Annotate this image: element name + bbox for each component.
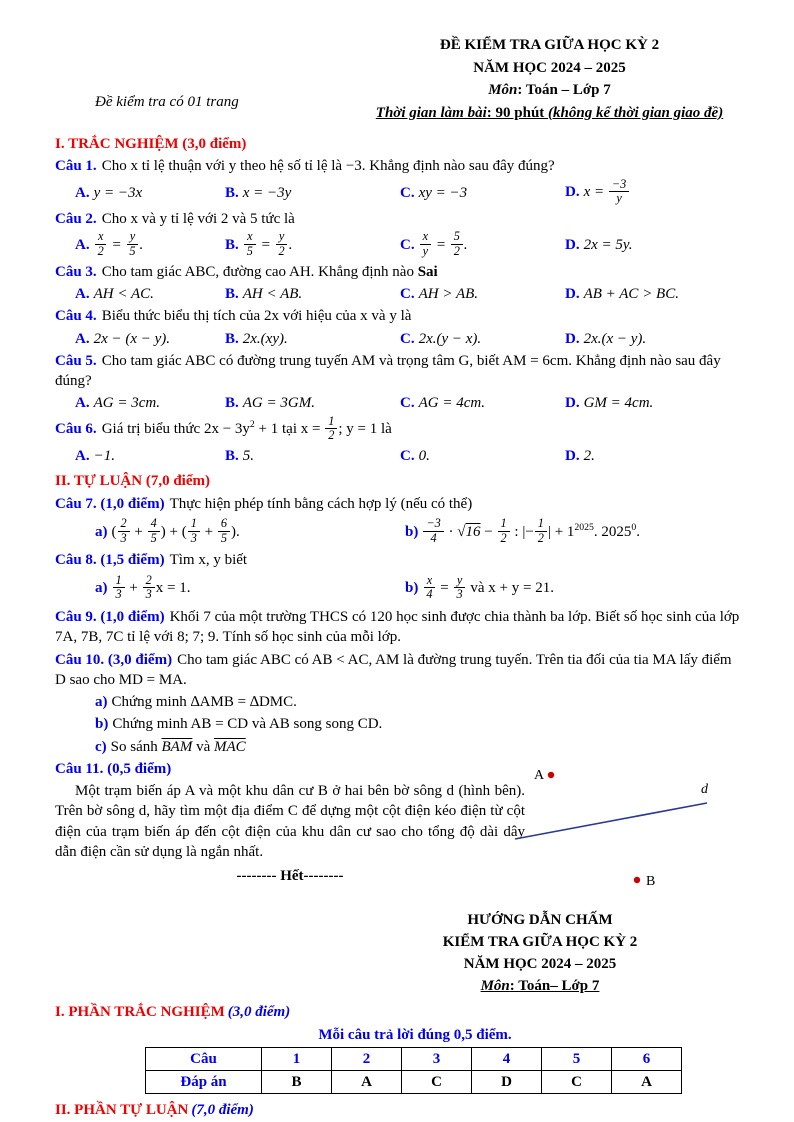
- option-3b-letter: B.: [225, 286, 239, 303]
- option-4a-letter: A.: [75, 330, 90, 347]
- question-10c-text: So sánh $\overline{BAM}$ và $\overline{MAC}$: [110, 738, 246, 755]
- question-8-label: Câu 8. (1,5 điểm): [55, 552, 165, 569]
- question-2-text-row: [55, 209, 744, 229]
- option-3a-text: AH < AC.: [93, 286, 154, 303]
- answer-key-part2-title: II. PHẦN TỰ LUẬN: [55, 1102, 189, 1119]
- answer-key-part1-points: (3,0 điểm): [227, 1004, 291, 1021]
- option-1a-letter: A.: [75, 184, 90, 201]
- question-2: [55, 209, 744, 260]
- question-1-text: Cho x tỉ lệ thuận với y theo hệ số tỉ lệ là −3. Khẳng định nào sau đây đúng?: [101, 158, 555, 175]
- option-2d: [565, 235, 744, 255]
- option-3b: [225, 284, 400, 304]
- option-6a: [75, 446, 225, 466]
- option-1d-text: x = $\frac{-3}{y}$: [584, 184, 631, 200]
- question-1: [55, 156, 744, 207]
- question-7-text: Thực hiện phép tính bằng cách hợp lý (nếu có thể): [169, 495, 473, 512]
- answer-key-subtitle: KIỂM TRA GIỮA HỌC KỲ 2: [442, 934, 638, 951]
- question-6-options: [55, 446, 744, 466]
- option-2c: [400, 231, 565, 260]
- question-6-label: Câu 6.: [55, 421, 97, 438]
- answer-key-year: NĂM HỌC 2024 – 2025: [463, 955, 617, 972]
- question-5-options: [55, 393, 744, 413]
- answer-key-subject-line: [305, 976, 775, 998]
- option-6b-letter: B.: [225, 448, 239, 465]
- option-2d-letter: D.: [565, 237, 580, 254]
- question-8b-text: $\frac{x}{4}$ = $\frac{y}{3}$ và x + y = 21.: [422, 580, 554, 596]
- end-marker: -------- Hết--------: [236, 868, 344, 885]
- question-3: [55, 262, 744, 305]
- option-1d: [565, 176, 744, 208]
- option-6c-text: 0.: [418, 448, 430, 465]
- option-3b-text: AH < AB.: [242, 286, 303, 303]
- answer-key-note: Mỗi câu trả lời đúng 0,5 điểm.: [318, 1026, 512, 1043]
- answer-key-header: [305, 910, 775, 997]
- option-5a: [75, 393, 225, 413]
- page-count-note: Đề kiểm tra có 01 trang: [95, 94, 239, 110]
- question-4-label: Câu 4.: [55, 308, 97, 325]
- diagram-point-a-dot: [548, 772, 554, 778]
- option-2b: [225, 231, 400, 260]
- question-7b-text: $\frac{-3}{4}$ · √16 − $\frac{1}{2}$ : |− $\frac{1}{2}$ | + $1^{2025}$. 2025$^0$.: [422, 524, 640, 540]
- question-8-text: Tìm x, y biết: [169, 552, 248, 569]
- question-10b: [55, 714, 744, 734]
- option-5b-letter: B.: [225, 395, 239, 412]
- answer-key-part2-points: (7,0 điểm): [191, 1102, 254, 1119]
- question-10a: [55, 692, 744, 712]
- question-6: [55, 413, 744, 467]
- question-3-label: Câu 3.: [55, 263, 97, 280]
- answer-6: A: [612, 1071, 682, 1094]
- answer-4: D: [472, 1071, 542, 1094]
- question-7a-text: ( $\frac{2}{3}$ + $\frac{4}{5}$ ) + ( $\frac{1}{3}$ + $\frac{6}{5}$ ).: [111, 515, 240, 545]
- question-3-options: [55, 284, 744, 304]
- option-3c-letter: C.: [400, 286, 415, 303]
- table-header-4: 4: [472, 1047, 542, 1070]
- exam-title: ĐỀ KIỂM TRA GIỮA HỌC KỲ 2: [439, 37, 660, 53]
- question-8b-label: b): [405, 580, 419, 597]
- option-6d-letter: D.: [565, 448, 580, 465]
- question-8-subitems: [55, 572, 744, 604]
- diagram-point-b-dot: [634, 877, 640, 883]
- question-9-label: Câu 9. (1,0 điểm): [55, 609, 165, 626]
- question-7a-label: a): [95, 523, 108, 540]
- option-5d: [565, 393, 744, 413]
- question-10b-text: Chứng minh AB = CD và AB song song CD.: [112, 716, 383, 733]
- time-label: Thời gian làm bài: [375, 104, 487, 121]
- question-8-text-row: [55, 550, 744, 570]
- table-row-label: Đáp án: [146, 1071, 262, 1094]
- option-2b-letter: B.: [225, 236, 239, 253]
- question-7b: [405, 515, 744, 547]
- option-4d-text: 2x.(x − y).: [583, 330, 647, 347]
- question-8: [55, 550, 744, 603]
- question-2-text: Cho x và y tỉ lệ với 2 và 5 tức là: [101, 211, 295, 228]
- option-6d: [565, 446, 744, 466]
- answer-key-table: [145, 1047, 682, 1095]
- option-2b-text: $\frac{x}{5}$ = $\frac{y}{2}$ .: [243, 237, 293, 253]
- question-7-subitems: [55, 515, 744, 547]
- question-8a: [95, 572, 405, 604]
- option-4b: [225, 329, 400, 349]
- option-1d-letter: D.: [565, 184, 580, 201]
- table-header-3: 3: [402, 1047, 472, 1070]
- question-1-text-row: [55, 156, 744, 176]
- question-4-text: Biểu thức biểu thị tích của 2x với hiệu của x và y là: [101, 308, 412, 325]
- question-6-text-row: [55, 413, 744, 445]
- option-3d: [565, 284, 744, 304]
- section-1-heading: I. TRẮC NGHIỆM (3,0 điểm): [55, 136, 247, 152]
- option-4b-letter: B.: [225, 330, 239, 347]
- question-10: [55, 650, 744, 757]
- subject-value: : Toán – Lớp 7: [517, 82, 611, 98]
- section-2-heading: II. TỰ LUẬN (7,0 điểm): [55, 473, 211, 490]
- question-9-text: Khối 7 của một trường THCS có 120 học sinh được chia thành ba lớp. Biết số học sinh của lớp 7A, 7B, 7C tỉ lệ với 8; 7; 9. Tính số học sinh của mỗi lớp.: [55, 609, 740, 646]
- question-7-text-row: [55, 494, 744, 514]
- river-diagram: [509, 763, 744, 891]
- option-1c: [400, 183, 565, 203]
- question-8a-text: $\frac{1}{3}$ + $\frac{2}{3}$ x = 1.: [112, 580, 191, 596]
- question-8b: [405, 572, 744, 604]
- question-5-text: Cho tam giác ABC có đường trung tuyến AM và trọng tâm G, biết AM = 6cm. Khẳng định nào sau đây đúng?: [55, 352, 721, 390]
- option-3d-text: AB + AC > BC.: [583, 286, 679, 303]
- option-4c-letter: C.: [400, 330, 415, 347]
- question-7a: [95, 515, 405, 547]
- answer-3: C: [402, 1071, 472, 1094]
- option-2c-letter: C.: [400, 236, 415, 253]
- option-4a: [75, 329, 225, 349]
- option-5c-letter: C.: [400, 395, 415, 412]
- option-5a-letter: A.: [75, 395, 90, 412]
- option-4d-letter: D.: [565, 330, 580, 347]
- exam-subject-line: [355, 79, 744, 102]
- answer-key-part2-heading: [55, 1100, 744, 1120]
- question-1-label: Câu 1.: [55, 158, 97, 175]
- question-5-text-row: [55, 351, 744, 392]
- option-2c-text: $\frac{x}{y}$ = $\frac{5}{2}$ .: [419, 237, 468, 253]
- question-10-text: Cho tam giác ABC có AB < AC, AM là đường trung tuyến. Trên tia đối của tia MA lấy điểm D sao cho MD = MA.: [55, 651, 732, 688]
- question-6-text: Giá trị biểu thức $2x - 3y^2 + 1$ tại x = $\frac{1}{2}$ ; y = 1 là: [101, 413, 392, 443]
- question-7-label: Câu 7. (1,0 điểm): [55, 495, 165, 512]
- option-1b-text: x = −3y: [242, 184, 292, 201]
- question-2-label: Câu 2.: [55, 211, 97, 228]
- question-10c: [55, 737, 744, 757]
- table-header-5: 5: [542, 1047, 612, 1070]
- option-6a-letter: A.: [75, 448, 90, 465]
- question-7b-label: b): [405, 523, 419, 540]
- question-4-text-row: [55, 306, 744, 326]
- option-2a-letter: A.: [75, 236, 90, 253]
- option-4c: [400, 329, 565, 349]
- option-4a-text: 2x − (x − y).: [93, 330, 171, 347]
- option-5c: [400, 393, 565, 413]
- option-6c-letter: C.: [400, 448, 415, 465]
- question-9: [55, 607, 744, 648]
- option-6b-text: 5.: [242, 448, 255, 465]
- table-header-6: 6: [612, 1047, 682, 1070]
- answer-key-part1-heading: [55, 1002, 744, 1022]
- question-3-text-bold: Sai: [417, 263, 438, 280]
- option-1c-letter: C.: [400, 184, 415, 201]
- option-5d-letter: D.: [565, 395, 580, 412]
- diagram-point-a-label: A: [534, 767, 545, 783]
- option-5b-text: AG = 3GM.: [242, 395, 315, 412]
- question-4: [55, 306, 744, 349]
- table-header-2: 2: [332, 1047, 402, 1070]
- option-5a-text: AG = 3cm.: [93, 395, 160, 412]
- table-header-cau: Câu: [146, 1047, 262, 1070]
- question-3-text: Cho tam giác ABC, đường cao AH. Khẳng định nào: [101, 263, 418, 280]
- option-1b-letter: B.: [225, 184, 239, 201]
- option-3c-text: AH > AB.: [418, 286, 479, 303]
- answer-1: B: [262, 1071, 332, 1094]
- option-4c-text: 2x.(y − x).: [418, 330, 482, 347]
- option-3c: [400, 284, 565, 304]
- question-11: [55, 759, 744, 887]
- exam-title-block: [355, 34, 744, 124]
- option-4b-text: 2x.(xy).: [242, 330, 288, 347]
- option-2a-text: $\frac{x}{2}$ = $\frac{y}{5}$ .: [94, 237, 144, 253]
- question-10c-label: c): [95, 738, 107, 755]
- question-7: [55, 494, 744, 547]
- option-5b: [225, 393, 400, 413]
- question-9-text-row: [55, 607, 744, 648]
- answer-key-section: [55, 910, 744, 1120]
- time-value: : 90 phút: [486, 104, 549, 121]
- option-3a: [75, 284, 225, 304]
- question-10b-label: b): [95, 716, 109, 733]
- answer-key-part1-title: I. PHẦN TRẮC NGHIỆM: [55, 1004, 225, 1021]
- diagram-line-d-label: d: [701, 781, 708, 797]
- answer-key-title: HƯỚNG DẪN CHẤM: [467, 912, 613, 929]
- option-2d-text: 2x = 5y.: [583, 237, 633, 254]
- question-10-label: Câu 10. (3,0 điểm): [55, 651, 173, 668]
- option-6a-text: −1.: [93, 448, 115, 465]
- option-5d-text: GM = 4cm.: [583, 395, 654, 412]
- answer-key-table-answer-row: [146, 1071, 682, 1094]
- diagram-river-line: [515, 803, 707, 839]
- option-6b: [225, 446, 400, 466]
- question-10a-label: a): [95, 694, 108, 711]
- option-1c-text: xy = −3: [418, 184, 468, 201]
- option-2a: [75, 231, 225, 260]
- option-6d-text: 2.: [583, 448, 595, 465]
- option-3a-letter: A.: [75, 286, 90, 303]
- table-header-1: 1: [262, 1047, 332, 1070]
- question-5: [55, 351, 744, 414]
- exam-header: [55, 34, 744, 124]
- answer-2: A: [332, 1071, 402, 1094]
- exam-time-line: [355, 102, 744, 125]
- question-10-text-row: [55, 650, 744, 691]
- answer-key-subject-label: Môn: [480, 977, 510, 994]
- option-5c-text: AG = 4cm.: [418, 395, 485, 412]
- time-note: (không kể thời gian giao đề): [548, 104, 724, 121]
- diagram-point-b-label: B: [646, 873, 656, 889]
- question-11-text: Một trạm biến áp A và một khu dân cư B ở hai bên bờ sông d (hình bên). Trên bờ sông d, hãy tìm một địa điểm C để dựng một cột điện kéo điện từ cột điện của trạm biến áp đến cột điện của khu dân cư sao cho tổng độ dài dây dẫn điện cần sử dụng là ngắn nhất.: [55, 783, 525, 860]
- option-3d-letter: D.: [565, 286, 580, 303]
- question-2-options: [55, 231, 744, 260]
- answer-key-subject-value: : Toán– Lớp 7: [509, 977, 600, 994]
- subject-label: Môn: [488, 82, 518, 98]
- option-4d: [565, 329, 744, 349]
- option-1a-text: y = −3x: [93, 184, 143, 201]
- question-5-label: Câu 5.: [55, 352, 97, 369]
- question-1-options: [55, 176, 744, 208]
- question-4-options: [55, 329, 744, 349]
- option-1a: [75, 183, 225, 203]
- question-11-label: Câu 11. (0,5 điểm): [55, 760, 172, 777]
- answer-key-table-header-row: [146, 1047, 682, 1070]
- question-8a-label: a): [95, 580, 108, 597]
- option-1b: [225, 183, 400, 203]
- exam-school-year: NĂM HỌC 2024 – 2025: [473, 59, 626, 76]
- answer-5: C: [542, 1071, 612, 1094]
- option-6c: [400, 446, 565, 466]
- question-10a-text: Chứng minh ∆AMB = ∆DMC.: [111, 694, 297, 711]
- question-3-text-row: [55, 262, 744, 282]
